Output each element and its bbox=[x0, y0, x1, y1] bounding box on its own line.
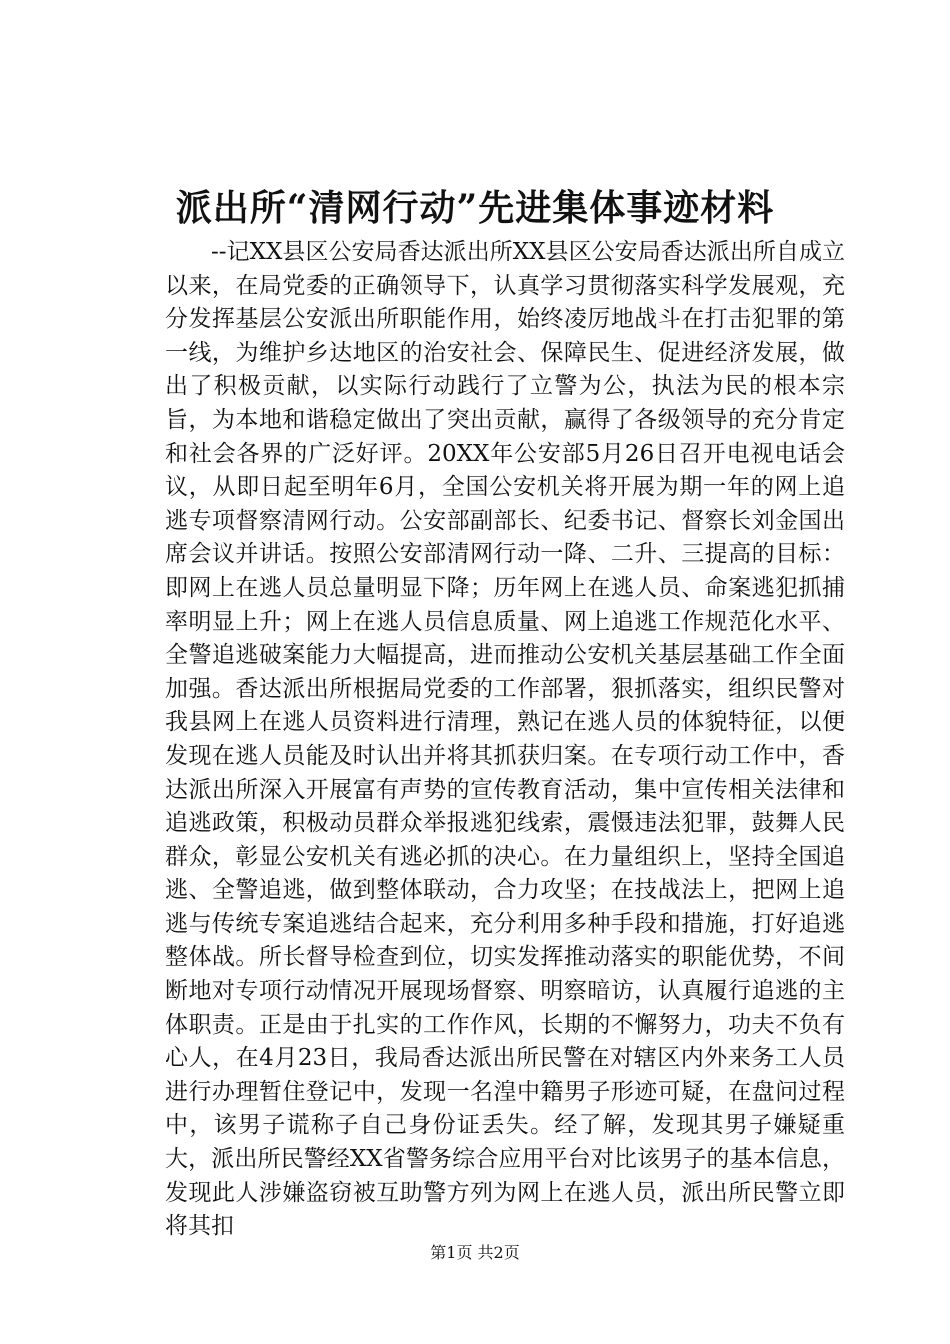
document-title: 派出所“清网行动”先进集体事迹材料 bbox=[175, 187, 775, 229]
page-number-footer: 第1页 共2页 bbox=[430, 1243, 520, 1262]
document-body-paragraph: --记XX县区公安局香达派出所XX县区公安局香达派出所自成立以来，在局党委的正确领导下，认真学习贯彻落实科学发展观，充分发挥基层公安派出所职能作用，始终凌厉地战斗在打击犯罪的第一线，为维护乡达地区的治安社会、保障民生、促进经济发展，做出了积极贡献，以实际行动践行了立警为公，执法为民的根本宗旨，为本地和谐稳定做出了突出贡献，赢得了各级领导的充分肯定和社会各界的广泛好评。20XX年公安部5月26日召开电视电话会议，从即日起至明年6月，全国公安机关将开展为期一年的网上追逃专项督察清网行动。公安部副部长、纪委书记、督察长刘金国出席会议并讲话。按照公安部清网行动一降、二升、三提高的目标：即网上在逃人员总量明显下降；历年网上在逃人员、命案逃犯抓捕率明显上升；网上在逃人员信息质量、网上追逃工作规范化水平、全警追逃破案能力大幅提高，进而推动公安机关基层基础工作全面加强。香达派出所根据局党委的工作部署，狠抓落实，组织民警对我县网上在逃人员资料进行清理，熟记在逃人员的体貌特征，以便发现在逃人员能及时认出并将其抓获归案。在专项行动工作中，香达派出所深入开展富有声势的宣传教育活动，集中宣传相关法律和追逃政策，积极动员群众举报逃犯线索，震慑违法犯罪，鼓舞人民群众，彰显公安机关有逃必抓的决心。在力量组织上，坚持全国追逃、全警追逃，做到整体联动，合力攻坚；在技战法上，把网上追逃与传统专案追逃结合起来，充分利用多种手段和措施，打好追逃整体战。所长督导检查到位，切实发挥推动落实的职能优势，不间断地对专项行动情况开展现场督察、明察暗访，认真履行追逃的主体职责。正是由于扎实的工作作风，长期的不懈努力，功夫不负有心人，在4月23日，我局香达派出所民警在对辖区内外来务工人员进行办理暂住登记中，发现一名湟中籍男子形迹可疑，在盘问过程中，该男子谎称子自己身份证丢失。经了解，发现其男子嫌疑重大，派出所民警经XX省警务综合应用平台对比该男子的基本信息，发现此人涉嫌盗窃被互助警方列为网上在逃人员，派出所民警立即将其扣 bbox=[165, 239, 845, 1240]
